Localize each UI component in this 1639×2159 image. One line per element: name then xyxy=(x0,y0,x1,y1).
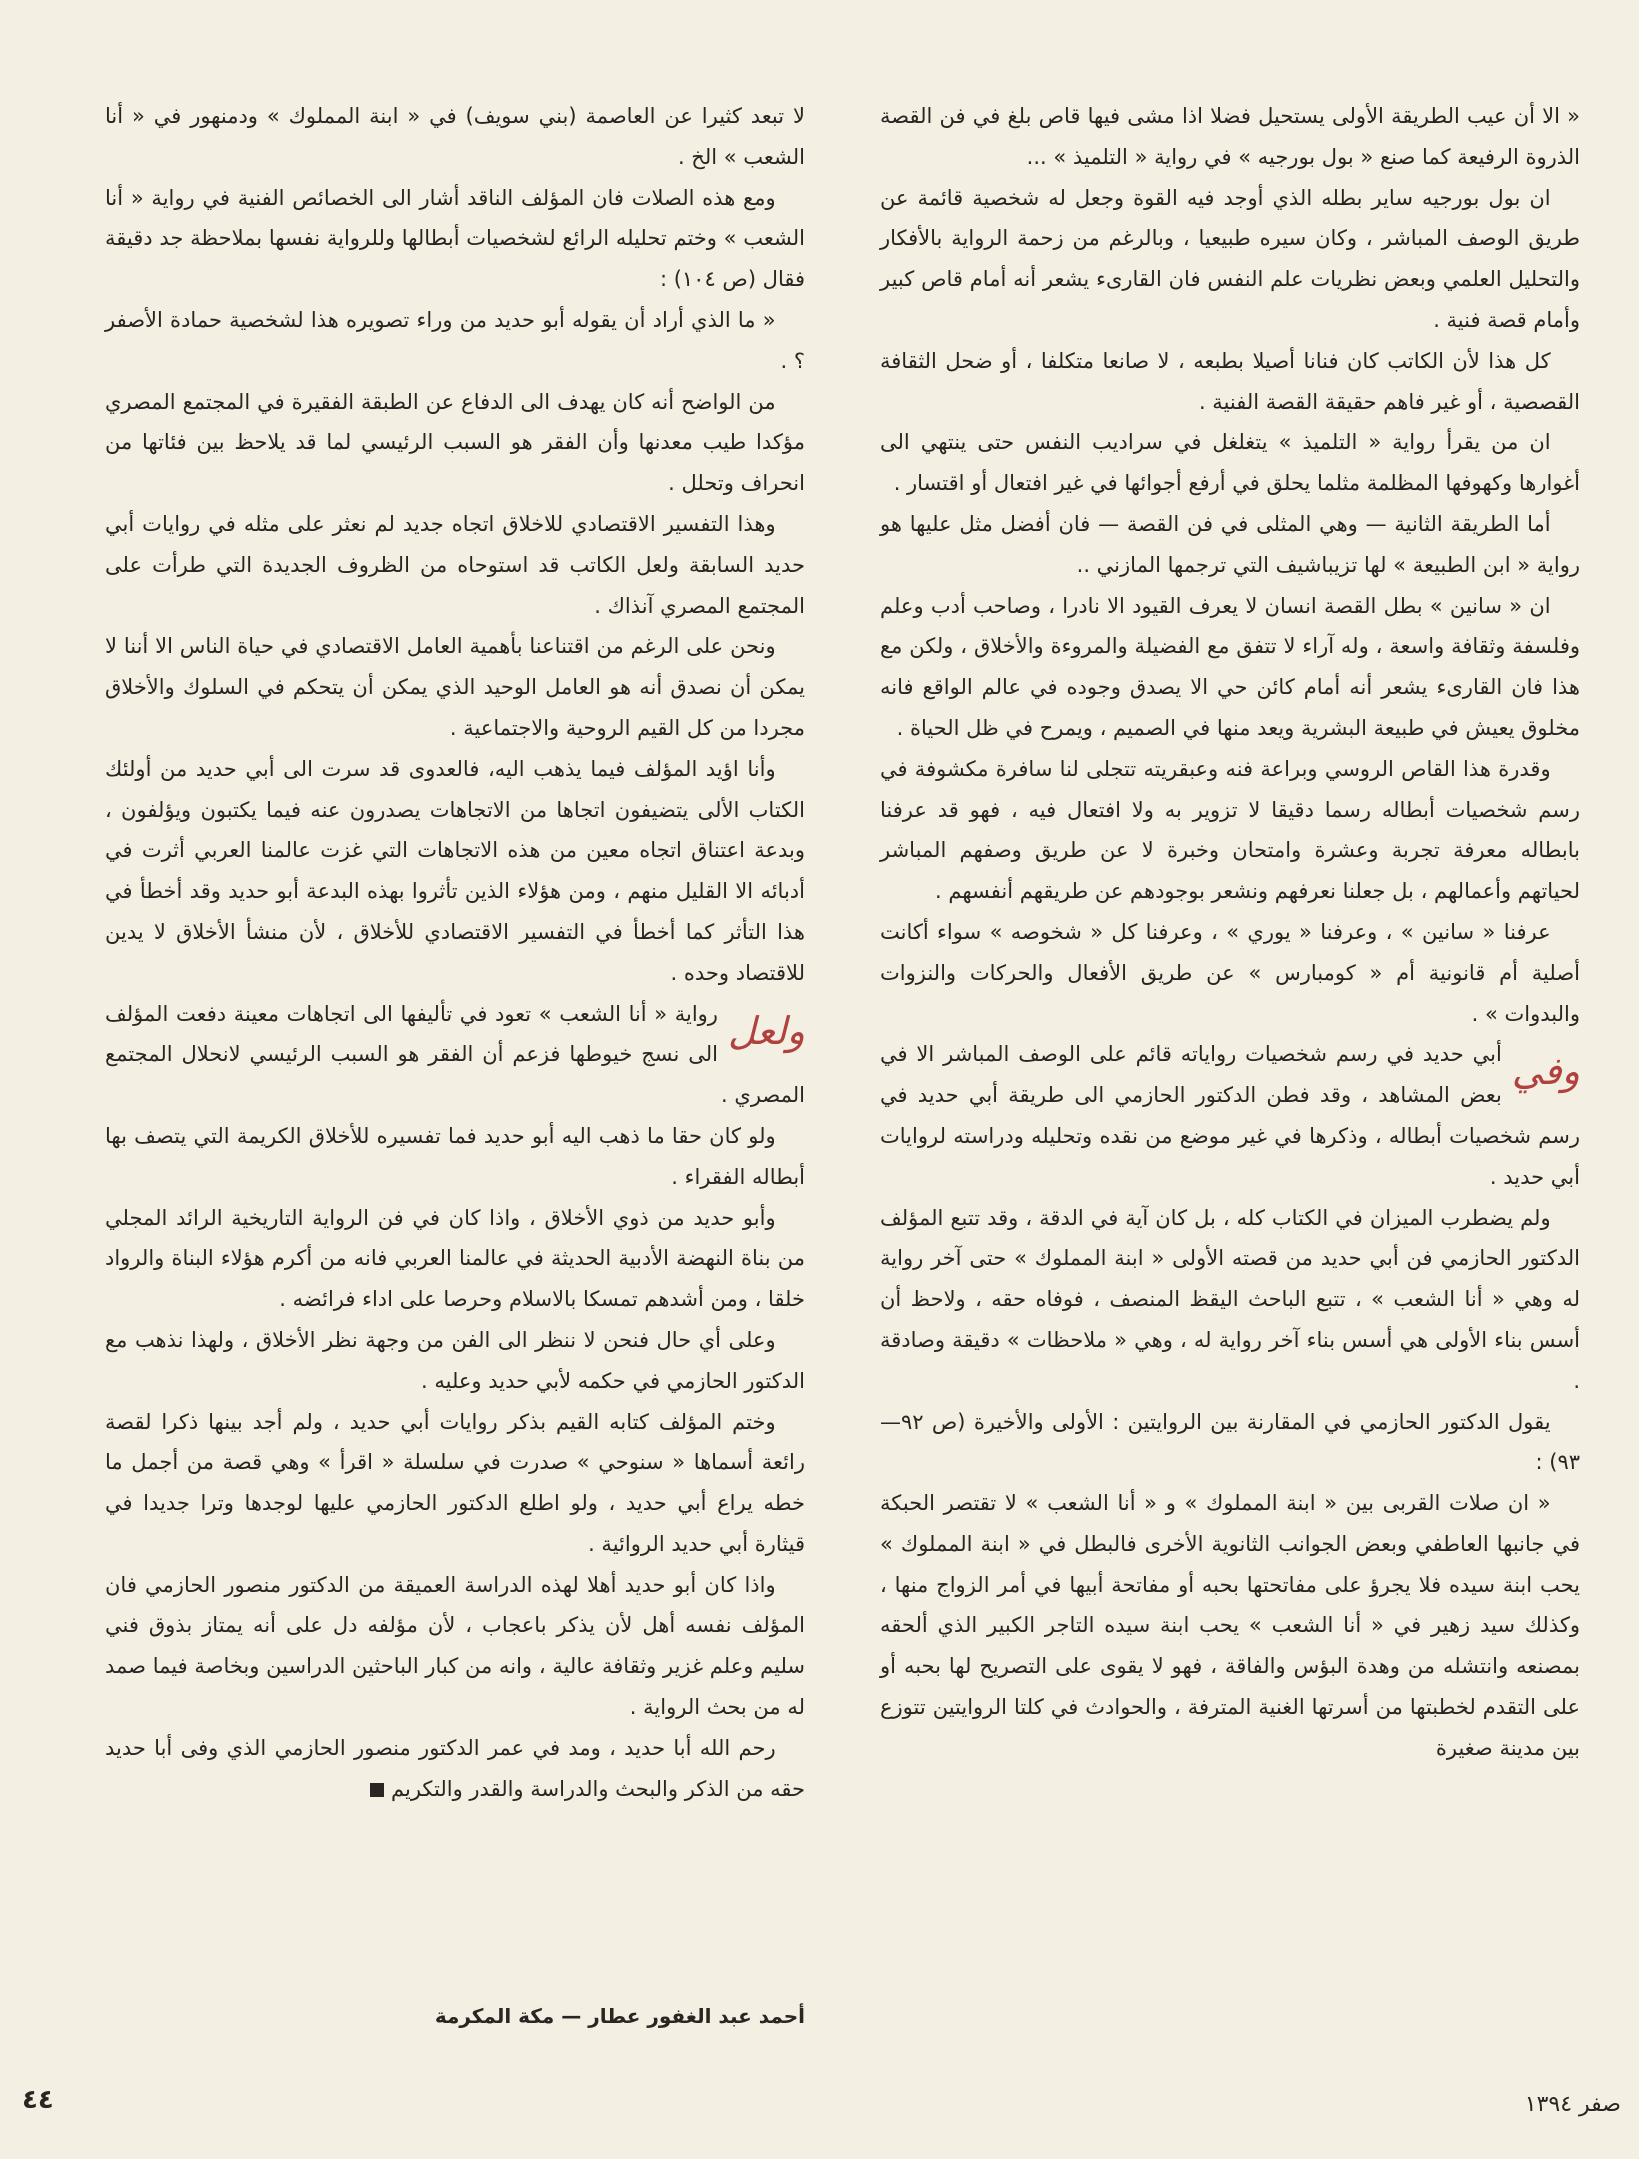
page-number: ٤٤ xyxy=(22,2085,54,2115)
paragraph: « الا أن عيب الطريقة الأولى يستحيل فضلا اذا مشى فيها قاص بلغ في فن القصة الذروة الرفيعة كما صنع « بول بورجيه » في رواية « التلميذ » ... xyxy=(880,104,1580,169)
end-of-article-icon xyxy=(370,1783,384,1797)
paragraph: أما الطريقة الثانية — وهي المثلى في فن القصة — فان أفضل مثل عليها هو رواية « ابن الطبيعة » لها تزيباشيف التي ترجمها المازني .. xyxy=(880,511,1580,577)
paragraph: وأنا اؤيد المؤلف فيما يذهب اليه، فالعدوى قد سرت الى أبي حديد من أولئك الكتاب الألى يتضيفون اتجاها من الاتجاهات يصدرون عنه فيما يكتبون ويؤلفون ، وبدعة اعتناق اتجاه معين من هذه الاتجاهات التي غزت عالمنا العربي أثرت في أدبائه الا القليل منهم ، ومن هؤلاء الذين تأثروا بهذه البدعة أبو حديد وقد أخطأ في هذا التأثر كما أخطأ في التفسير الاقتصادي للأخلاق ، لأن منشأ الأخلاق لا يدين للاقتصاد وحده . xyxy=(105,756,805,985)
paragraph-with-dropcap xyxy=(105,994,805,1116)
paragraph: عرفنا « سانين » ، وعرفنا « يوري » ، وعرفنا كل « شخوصه » سواء أكانت أصلية أم قانونية أم « كومبارس » عن طريق الأفعال والحركات والنزوات والبدوات » . xyxy=(880,919,1580,1026)
issue-date: صفر ١٣٩٤ xyxy=(1524,2092,1621,2117)
paragraph: كل هذا لأن الكاتب كان فنانا أصيلا بطبعه ، لا صانعا متكلفا ، أو ضحل الثقافة القصصية ، أو غير فاهم حقيقة القصة الفنية . xyxy=(880,348,1580,414)
paragraph: « ان صلات القربى بين « ابنة المملوك » و « أنا الشعب » لا تقتصر الحبكة في جانبها العاطفي وبعض الجوانب الثانوية الأخرى فالبطل في « ابنة المملوك » يحب ابنة سيده فلا يجرؤ على مفاتحتها بحبه أو مفاتحة أبيها في أمر الزواج منها ، وكذلك سيد زهير في « أنا الشعب » يحب ابنة سيده التاجر الكبير الذي ألحقه بمصنعه وانتشله من وهدة البؤس والفاقة ، فهو لا يقوى على التصريح لها بحبه أو على التقدم لخطبتها من أسرتها الغنية المترفة ، والحوادث في كلتا الروايتين تتوزع بين مدينة صغيرة xyxy=(880,1491,1580,1760)
paragraph: ان « سانين » بطل القصة انسان لا يعرف القيود الا نادرا ، وصاحب أدب وعلم وفلسفة وثقافة واسعة ، وله آراء لا تتفق مع الفضيلة والمروءة والأخلاق ، ولكن مع هذا فان القارىء يشعر أنه أمام كائن حي الا يصدق وجوده في عالم الواقع فانه مخلوق يعيش في طبيعة البشرية ويعد منها في الصميم ، ويمرح في ظل الحياة . xyxy=(880,593,1580,740)
paragraph: وعلى أي حال فنحن لا ننظر الى الفن من وجهة نظر الأخلاق ، ولهذا نذهب مع الدكتور الحازمي في حكمه لأبي حديد وعليه . xyxy=(105,1327,805,1393)
paragraph-text: رحم الله أبا حديد ، ومد في عمر الدكتور منصور الحازمي الذي وفى أبا حديد حقه من الذكر والبحث والدراسة والقدر والتكريم xyxy=(105,1735,805,1801)
paragraph: ان من يقرأ رواية « التلميذ » يتغلغل في سراديب النفس حتى ينتهي الى أغوارها وكهوفها المظلمة مثلما يحلق في أرفع أجوائها في غير افتعال أو اقتسار . xyxy=(880,430,1580,496)
paragraph-with-dropcap xyxy=(880,1034,1580,1197)
paragraph: من الواضح أنه كان يهدف الى الدفاع عن الطبقة الفقيرة في المجتمع المصري مؤكدا طيب معدنها وأن الفقر هو السبب الرئيسي لما قد يلاحظ بين فئاتها من انحراف وتحلل . xyxy=(105,389,805,496)
paragraph: ولو كان حقا ما ذهب اليه أبو حديد فما تفسيره للأخلاق الكريمة التي يتصف بها أبطاله الفقراء . xyxy=(105,1123,805,1189)
paragraph: لا تبعد كثيرا عن العاصمة (بني سويف) في « ابنة المملوك » ودمنهور في « أنا الشعب » الخ . xyxy=(105,104,805,169)
paragraph: واذا كان أبو حديد أهلا لهذه الدراسة العميقة من الدكتور منصور الحازمي فان المؤلف نفسه أهل لأن يذكر باعجاب ، لأن مؤلفه دل على أنه يمتاز بذوق فني سليم وعلم غزير وثقافة عالية ، وانه من كبار الباحثين الدراسين وبخاصة فيما صمد له من بحث الرواية . xyxy=(105,1572,805,1720)
paragraph xyxy=(105,1728,805,1810)
paragraph: يقول الدكتور الحازمي في المقارنة بين الروايتين : الأولى والأخيرة (ص ٩٢—٩٣) : xyxy=(880,1409,1580,1475)
dropcap-left: ولعل xyxy=(727,1008,805,1053)
paragraph: وأبو حديد من ذوي الأخلاق ، واذا كان في فن الرواية التاريخية الرائد المجلي من بناة النهضة الأدبية الحديثة في عالمنا العربي فانه من أكرم هؤلاء البناة والرواد خلقا ، ومن أشدهم تمسكا بالاسلام وحرصا على اداء فرائضه . xyxy=(105,1205,805,1312)
paragraph: ومع هذه الصلات فان المؤلف الناقد أشار الى الخصائص الفنية في رواية « أنا الشعب » وختم تحليله الرائع لشخصيات أبطالها وللرواية نفسها بملاحظة جد دقيقة فقال (ص ١٠٤) : xyxy=(105,185,805,292)
dropcap-right: وفي xyxy=(1511,1049,1580,1094)
paragraph-text: أبي حديد في رسم شخصيات رواياته قائم على الوصف المباشر الا في بعض المشاهد ، وقد فطن الدكتور الحازمي الى طريقة أبي حديد في رسم شخصيات أبطاله ، وذكرها في غير موضع من نقده وتحليله ودراسته لروايات أبي حديد . xyxy=(880,1042,1580,1189)
paragraph: « ما الذي أراد أن يقوله أبو حديد من وراء تصويره هذا لشخصية حمادة الأصفر ؟ . xyxy=(105,307,805,373)
paragraph: وقدرة هذا القاص الروسي وبراعة فنه وعبقريته تتجلى لنا سافرة مكشوفة في رسم شخصيات أبطاله رسما دقيقا لا تزوير به ولا افتعال فيه ، فهو قد عرفنا بابطاله معرفة تجربة وعشرة وامتحان وخبرة لا عن طريق وصفهم المباشر لحياتهم وأعمالهم ، بل جعلنا نعرفهم ونشعر بوجودهم عن طريقهم أنفسهم . xyxy=(880,756,1580,904)
paragraph: ولم يضطرب الميزان في الكتاب كله ، بل كان آية في الدقة ، وقد تتبع المؤلف الدكتور الحازمي فن أبي حديد من قصته الأولى « ابنة المملوك » حتى آخر رواية له وهي « أنا الشعب » ، تتبع الباحث اليقظ المنصف ، فوفاه حقه ، ولاحظ أن أسس بناء الأولى هي أسس بناء آخر رواية له ، وهي « ملاحظات » دقيقة وصادقة . xyxy=(880,1205,1580,1393)
author-signature: أحمد عبد الغفور عطار — مكة المكرمة xyxy=(434,2004,805,2028)
paragraph: وختم المؤلف كتابه القيم بذكر روايات أبي حديد ، ولم أجد بينها ذكرا لقصة رائعة أسماها « سنوحي » صدرت في سلسلة « اقرأ » وهي قصة من أجمل ما خطه يراع أبي حديد ، ولو اطلع الدكتور الحازمي عليها لوجدها وترا جديدا في قيثارة أبي حديد الروائية . xyxy=(105,1409,805,1556)
right-column xyxy=(880,96,1580,1769)
paragraph: وهذا التفسير الاقتصادي للاخلاق اتجاه جديد لم نعثر على مثله في روايات أبي حديد السابقة ولعل الكاتب قد استوحاه من الظروف الجديدة التي طرأت على المجتمع المصري آنذاك . xyxy=(105,511,805,618)
paragraph-text: رواية « أنا الشعب » تعود في تأليفها الى اتجاهات معينة دفعت المؤلف الى نسج خيوطها فزعم أن الفقر هو السبب الرئيسي لانحلال المجتمع المصري . xyxy=(105,1001,805,1108)
paragraph: ونحن على الرغم من اقتناعنا بأهمية العامل الاقتصادي في حياة الناس الا أننا لا يمكن أن نصدق أنه هو العامل الوحيد الذي يمكن أن يتحكم في السلوك والأخلاق مجردا من كل القيم الروحية والاجتماعية . xyxy=(105,634,805,740)
paragraph: ان بول بورجيه ساير بطله الذي أوجد فيه القوة وجعل له شخصية قائمة عن طريق الوصف المباشر ، وكان سيره طبيعيا ، وبالرغم من زحمة الرواية بالأفكار والتحليل العلمي وبعض نظريات علم النفس فان القارىء يشعر أنه أمام قاص كبير وأمام قصة فنية . xyxy=(880,185,1580,332)
left-column xyxy=(105,96,805,1809)
